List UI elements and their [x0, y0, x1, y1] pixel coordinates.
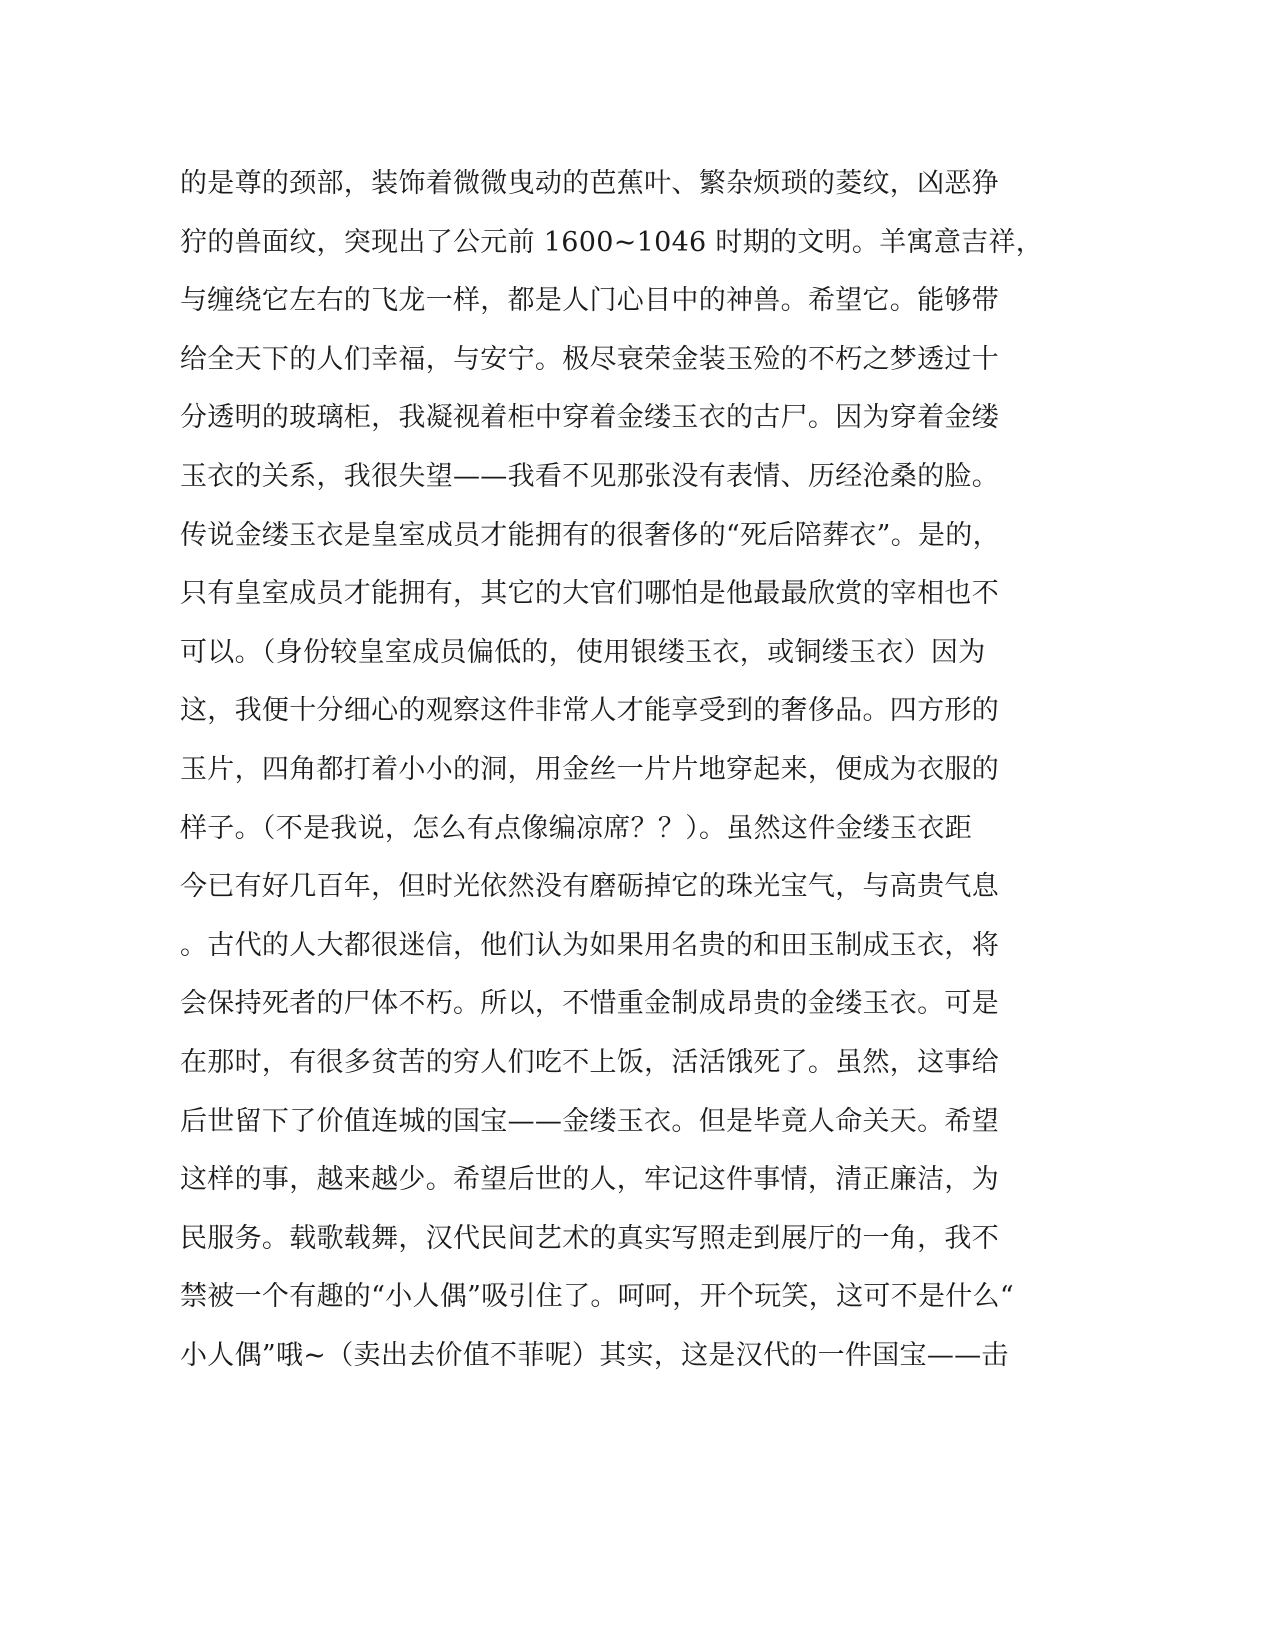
- text-line: 会保持死者的尸体不朽。所以，不惜重金制成昂贵的金缕玉衣。可是: [180, 988, 999, 1020]
- text-line: 分透明的玻璃柜，我凝视着柜中穿着金缕玉衣的古尸。因为穿着金缕: [180, 402, 999, 434]
- text-line: 今已有好几百年，但时光依然没有磨砺掉它的珠光宝气，与高贵气息: [180, 871, 999, 903]
- text-line: 。古代的人大都很迷信，他们认为如果用名贵的和田玉制成玉衣，将: [180, 929, 999, 961]
- text-line: 可以。（身份较皇室成员偏低的，使用银缕玉衣，或铜缕玉衣）因为: [180, 636, 986, 668]
- text-line: 这，我便十分细心的观察这件非常人才能享受到的奢侈品。四方形的: [180, 695, 999, 727]
- text-line: 玉衣的关系，我很失望——我看不见那张没有表情、历经沧桑的脸。: [180, 460, 999, 492]
- text-line: 与缠绕它左右的飞龙一样，都是人门心目中的神兽。希望它。能够带: [180, 285, 999, 317]
- text-line: 玉片，四角都打着小小的洞，用金丝一片片地穿起来，便成为衣服的: [180, 753, 999, 785]
- text-line: 民服务。载歌载舞，汉代民间艺术的真实写照走到展厅的一角，我不: [180, 1222, 999, 1254]
- text-line: 传说金缕玉衣是皇室成员才能拥有的很奢侈的“死后陪葬衣”。是的，: [180, 519, 1000, 551]
- text-line: 样子。（不是我说，怎么有点像编凉席？？）。虽然这件金缕玉衣距: [180, 812, 972, 844]
- text-line: 只有皇室成员才能拥有，其它的大官们哪怕是他最最欣赏的宰相也不: [180, 578, 999, 610]
- text-line: 的是尊的颈部，装饰着微微曳动的芭蕉叶、繁杂烦琐的菱纹，凶恶狰: [180, 168, 999, 199]
- body-text: [180, 155, 1044, 1385]
- text-line: 禁被一个有趣的“小人偶”吸引住了。呵呵，开个玩笑，这可不是什么“: [180, 1281, 1015, 1313]
- text-line: 给全天下的人们幸福，与安宁。极尽衰荣金装玉殓的不朽之梦透过十: [180, 343, 999, 375]
- text-line: 这样的事，越来越少。希望后世的人，牢记这件事情，清正廉洁，为: [180, 1164, 999, 1196]
- text-line: 后世留下了价值连城的国宝——金缕玉衣。但是毕竟人命关天。希望: [180, 1105, 999, 1137]
- text-line: 狞的兽面纹，突现出了公元前 1600~1046 时期的文明。羊寓意吉祥，: [180, 226, 1044, 258]
- text-line: 小人偶”哦~（卖出去价值不菲呢）其实，这是汉代的一件国宝——击: [180, 1339, 1009, 1371]
- text-line: 在那时，有很多贫苦的穷人们吃不上饭，活活饿死了。虽然，这事给: [180, 1046, 999, 1078]
